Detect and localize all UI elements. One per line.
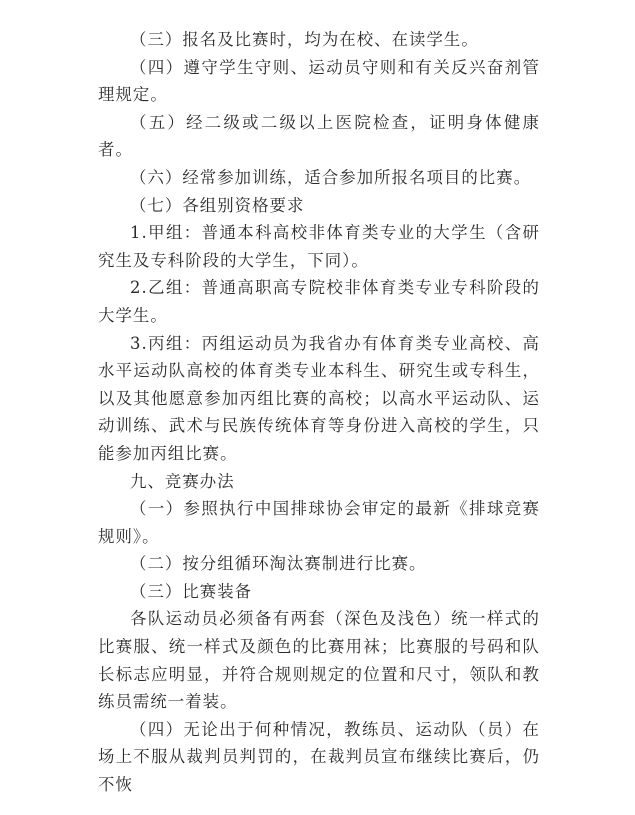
paragraph-group-a: 1.甲组：普通本科高校非体育类专业的大学生（含研究生及专科阶段的大学生，下同）。: [98, 223, 540, 270]
paragraph-referee-compliance: （四）无论出于何种情况，教练员、运动队（员）在场上不服从裁判员判罚的，在裁判员宣布继续比赛后，仍不恢: [98, 719, 540, 795]
paragraph-group-b: 2.乙组：普通高职高专院校非体育类专业专科阶段的大学生。: [98, 278, 540, 325]
paragraph-rules-compliance: （四）遵守学生守则、运动员守则和有关反兴奋剂管理规定。: [98, 57, 540, 105]
section-heading-competition-method: 九、竞赛办法: [130, 471, 235, 491]
document-page: [98, 26, 540, 799]
paragraph-health-check: （五）经二级或二级以上医院检查，证明身体健康者。: [98, 112, 540, 160]
paragraph-group-c: 3.丙组：丙组运动员为我省办有体育类专业高校、高水平运动队高校的体育类专业本科生、研究生或专科生，以及其他愿意参加丙组比赛的高校；以高水平运动队、运动训练、武术与民族传统体育等身份进入高校的学生，只能参加丙组比赛。: [98, 333, 540, 463]
paragraph-training: （六）经常参加训练，适合参加所报名项目的比赛。: [130, 167, 532, 187]
paragraph-group-requirements-heading: （七）各组别资格要求: [130, 195, 305, 215]
paragraph-competition-format: （二）按分组循环淘汰赛制进行比赛。: [130, 554, 427, 574]
paragraph-uniforms: 各队运动员必须备有两套（深色及浅色）统一样式的比赛服、统一样式及颜色的比赛用袜；比赛服的号码和队长标志应明显，并符合规则规定的位置和尺寸，领队和教练员需统一着装。: [98, 609, 540, 712]
paragraph-registration: （三）报名及比赛时，均为在校、在读学生。: [130, 30, 479, 49]
paragraph-rules-reference: （一）参照执行中国排球协会审定的最新《排球竞赛规则》。: [98, 499, 540, 546]
paragraph-equipment-heading: （三）比赛装备: [130, 581, 253, 601]
